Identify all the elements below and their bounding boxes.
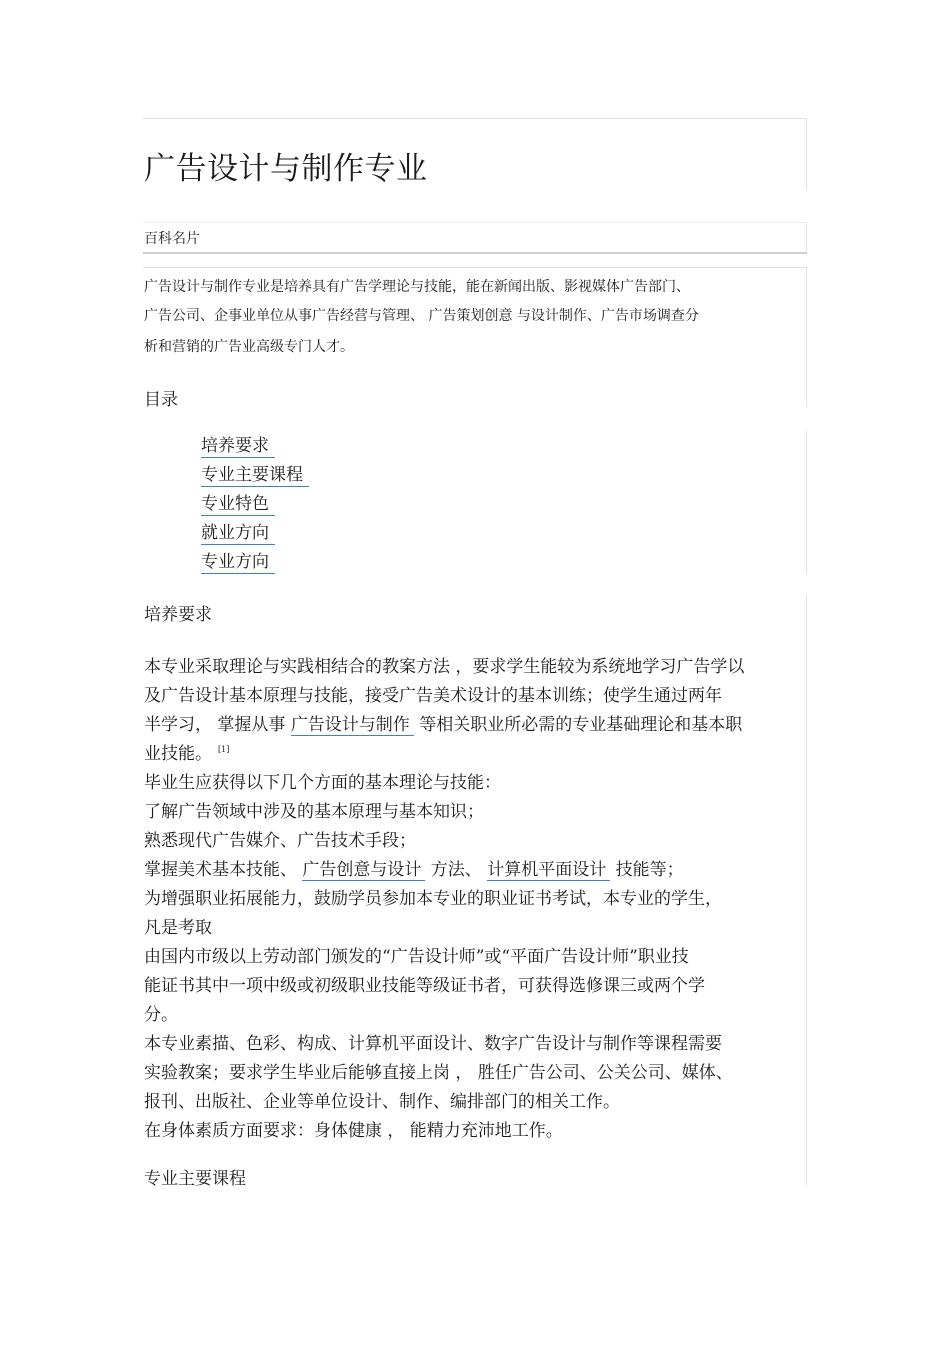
paragraph-line: 本专业采取理论与实践相结合的教案方法 ，要求学生能较为系统地学习广告学以 — [144, 657, 745, 677]
paragraph-line: 本专业素描、色彩、构成、计算机平面设计、数字广告设计与制作等课程需要 — [144, 1034, 722, 1054]
paragraph-line — [144, 739, 229, 764]
paragraph-line: 由国内市级以上劳动部门颁发的“广告设计师”或“平面广告设计师”职业技 — [144, 947, 689, 967]
paragraph-line: 能证书其中一项中级或初级职业技能等级证书者，可获得选修课三或两个学 — [144, 976, 705, 996]
table-of-contents — [200, 430, 807, 574]
paragraph-line: 为增强职业拓展能力，鼓励学员参加本专业的职业证书考试，本专业的学生， — [144, 889, 722, 909]
paragraph-line: 了解广告领域中涉及的基本原理与基本知识； — [144, 802, 484, 822]
link-ad-creative-design[interactable]: 广告创意与设计 — [302, 860, 425, 881]
text-segment: 方法、 — [425, 860, 488, 880]
text-segment: 技能等； — [610, 860, 684, 880]
toc-heading: 目录 — [144, 390, 178, 410]
summary-line: 广告设计与制作专业是培养具有广告学理论与技能，能在新闻出版、影视媒体广告部门、 — [144, 279, 690, 295]
page-title-box — [143, 118, 807, 190]
summary-line: 广告公司、企事业单位从事广告经营与管理、 广告策划创意 与设计制作、广告市场调查分 — [144, 308, 699, 324]
card-label: 百科名片 — [143, 222, 807, 254]
summary-line: 析和营销的广告业高级专门人才。 — [144, 339, 354, 355]
reference-link[interactable]: [1] — [218, 745, 230, 755]
paragraph-line — [144, 855, 684, 880]
toc-item-employment[interactable]: 就业方向 — [201, 522, 275, 545]
paragraph-line: 毕业生应获得以下几个方面的基本理论与技能： — [144, 773, 501, 793]
text-segment: 等相关职业所必需的专业基础理论和基本职 — [413, 715, 743, 735]
link-computer-graphic-design[interactable]: 计算机平面设计 — [487, 860, 610, 881]
toc-item-features[interactable]: 专业特色 — [201, 493, 275, 516]
text-segment: 半学习， 掌握从事 — [144, 715, 291, 735]
text-segment: 掌握美术基本技能、 — [144, 860, 303, 880]
paragraph-line: 及广告设计基本原理与技能，接受广告美术设计的基本训练；使学生通过两年 — [144, 686, 722, 706]
link-ad-design-production[interactable]: 广告设计与制作 — [291, 715, 414, 736]
paragraph-line: 实验教案；要求学生毕业后能够直接上岗 ， 胜任广告公司、公关公司、媒体、 — [144, 1063, 733, 1083]
main-content — [143, 596, 807, 1189]
paragraph-line — [144, 710, 742, 735]
paragraph-line: 凡是考取 — [144, 918, 212, 938]
text-segment: 业技能。 — [144, 744, 212, 764]
paragraph-line: 报刊、出版社、企业等单位设计、制作、编排部门的相关工作。 — [144, 1092, 620, 1112]
toc-item-main-courses[interactable]: 专业主要课程 — [201, 464, 309, 487]
summary-section — [143, 267, 807, 410]
paragraph-line: 分。 — [144, 1005, 178, 1025]
paragraph-line: 熟悉现代广告媒介、广告技术手段； — [144, 831, 416, 851]
toc-item-training-requirements[interactable]: 培养要求 — [201, 435, 275, 458]
paragraph-line: 在身体素质方面要求：身体健康 ， 能精力充沛地工作。 — [144, 1121, 563, 1141]
section-heading-main-courses: 专业主要课程 — [144, 1169, 246, 1189]
page-title: 广告设计与制作专业 — [144, 151, 428, 187]
toc-item-specialization[interactable]: 专业方向 — [201, 551, 275, 574]
section-heading-training: 培养要求 — [144, 605, 212, 625]
